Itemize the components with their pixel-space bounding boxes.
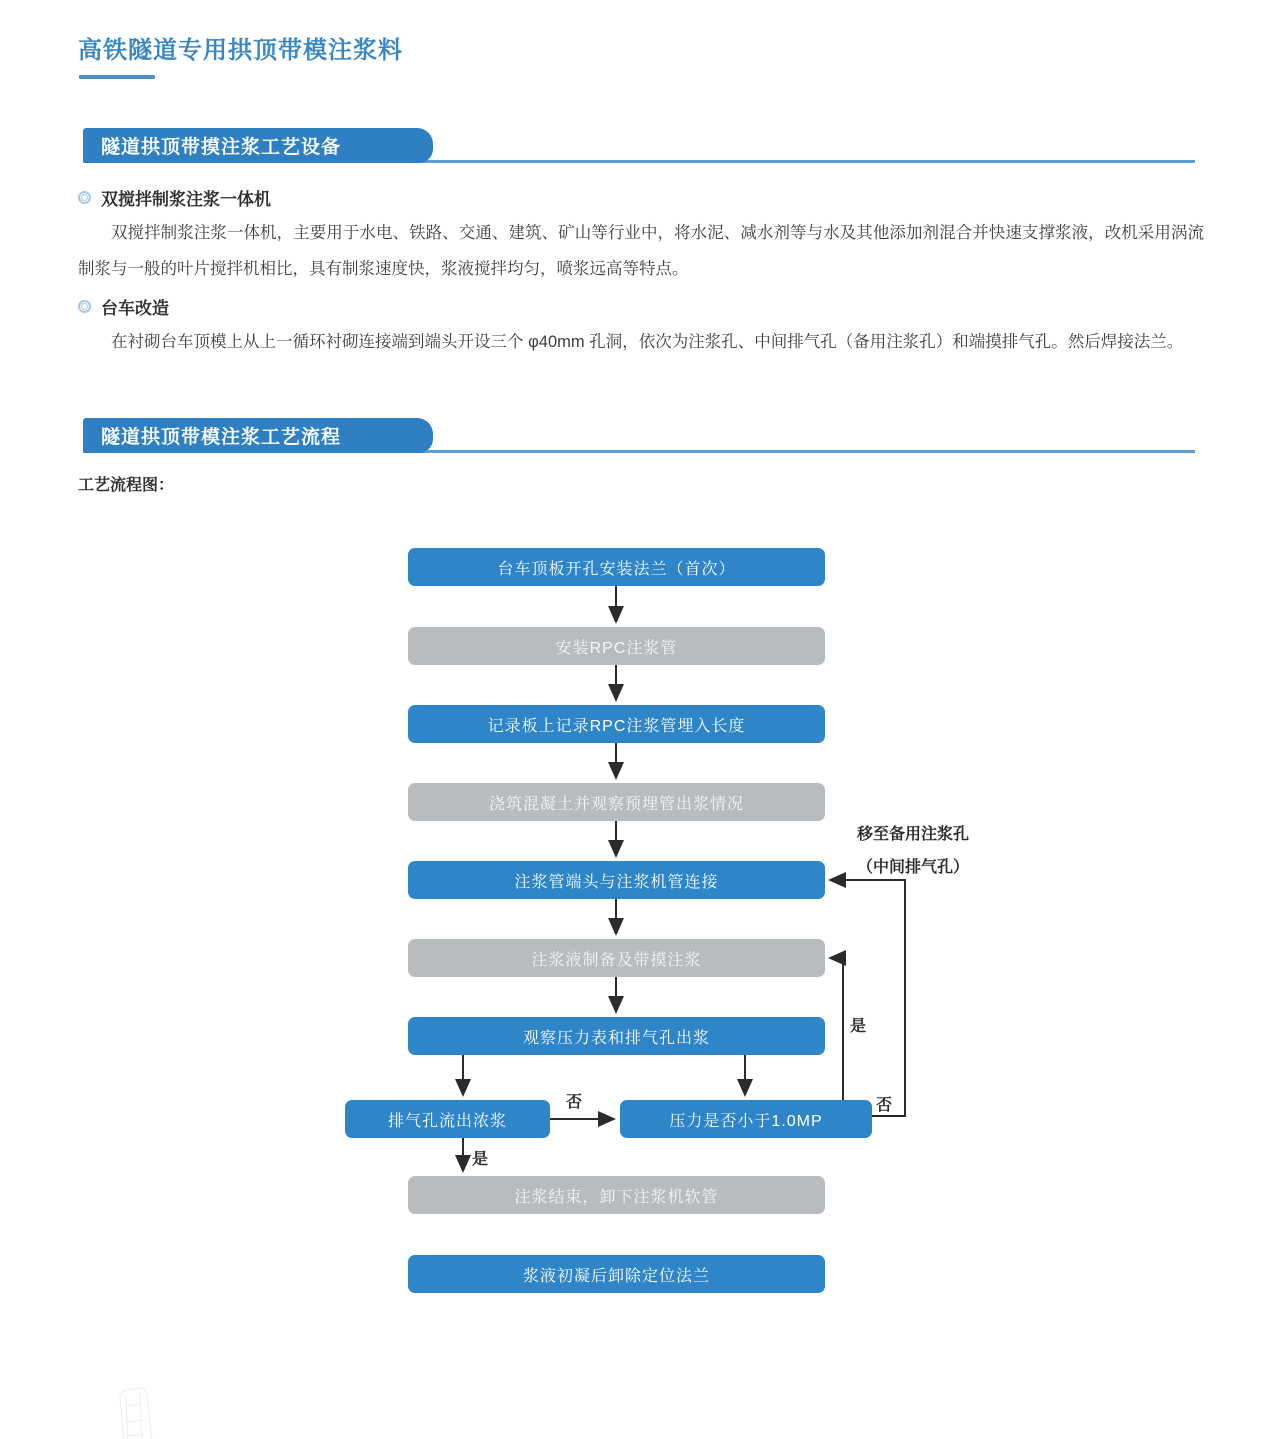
flow-node-remove-flange: 浆液初凝后卸除定位法兰 xyxy=(408,1255,825,1293)
flow-node-vent-thick-grout: 排气孔流出浓浆 xyxy=(345,1100,550,1138)
section-header-tab xyxy=(83,418,433,453)
flow-node-install-rpc-pipe: 安装RPC注浆管 xyxy=(408,627,825,665)
section-header-process xyxy=(83,418,1195,453)
process-flowchart xyxy=(0,540,1280,1340)
branch-label-yes: 是 xyxy=(850,1018,867,1035)
flow-node-pressure-check: 压力是否小于1.0MP xyxy=(620,1100,872,1138)
bullet-heading: 台车改造 xyxy=(101,298,169,318)
flow-node-pour-concrete: 浇筑混凝土并观察预埋管出浆情况 xyxy=(408,783,825,821)
flow-node-connect-pipe: 注浆管端头与注浆机管连接 xyxy=(408,861,825,899)
equipment-section-body xyxy=(78,182,1204,366)
ring-bullet-icon xyxy=(78,191,91,204)
branch-label-no: 否 xyxy=(566,1094,583,1111)
branch-label-no: 否 xyxy=(876,1097,893,1114)
paragraph-mixer: 双搅拌制浆注浆一体机，主要用于水电、铁路、交通、建筑、矿山等行业中，将水泥、减水剂等与水及其他添加剂混合并快速支撑浆液，改机采用涡流制浆与一般的叶片搅拌机相比，具有制浆速度快，浆液搅拌均匀，喷浆远高等特点。 xyxy=(78,224,1204,278)
flow-diagram-label: 工艺流程图： xyxy=(78,477,175,494)
bullet-heading: 双搅拌制浆注浆一体机 xyxy=(101,189,271,209)
section-header-tab xyxy=(83,128,433,163)
section-header-text: 隧道拱顶带模注浆工艺流程 xyxy=(101,427,342,448)
flow-node-prepare-grout: 注浆液制备及带摸注浆 xyxy=(408,939,825,977)
loop-annotation-line1: 移至备用注浆孔 xyxy=(856,826,969,843)
flow-node-install-flange: 台车顶板开孔安装法兰（首次） xyxy=(408,548,825,586)
title-underline xyxy=(79,75,155,79)
paragraph-trolley: 在衬砌台车顶模上从上一循环衬砌连接端到端头开设三个 φ40mm 孔洞，依次为注浆孔、中间排气孔（备用注浆孔）和端摸排气孔。然后焊接法兰。 xyxy=(111,333,1184,351)
page-title: 高铁隧道专用拱顶带模注浆料 xyxy=(78,37,403,65)
flow-node-record-length: 记录板上记录RPC注浆管埋入长度 xyxy=(408,705,825,743)
flow-node-observe-pressure: 观察压力表和排气孔出浆 xyxy=(408,1017,825,1055)
flow-node-finish-grouting: 注浆结束，卸下注浆机软管 xyxy=(408,1176,825,1214)
watermark-building-sketch xyxy=(106,1384,196,1439)
loop-annotation-line2: （中间排气孔） xyxy=(856,859,969,876)
bullet-item-trolley xyxy=(78,293,1204,319)
loop-annotation xyxy=(828,818,998,884)
section-header-text: 隧道拱顶带摸注浆工艺设备 xyxy=(101,137,342,158)
section-header-equipment xyxy=(83,128,1195,163)
branch-label-yes: 是 xyxy=(472,1151,489,1168)
bullet-item-mixer xyxy=(78,184,1204,210)
ring-bullet-icon xyxy=(78,300,91,313)
